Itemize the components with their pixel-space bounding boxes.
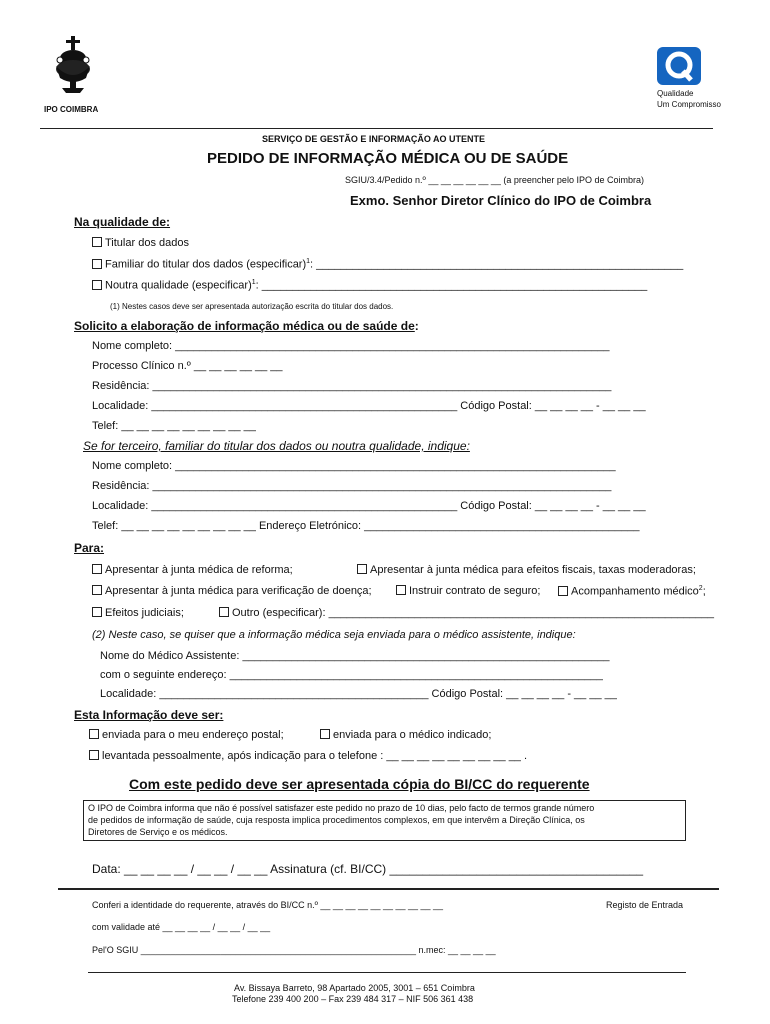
notice-text-line: de pedidos de informação de saúde, cuja resposta implica procedimentos complexos, em que intervêm a Direção Clínica, os	[88, 815, 585, 825]
office-divider	[58, 888, 719, 890]
solicito-telef-field[interactable]: Telef: __ __ __ __ __ __ __ __ __	[92, 420, 256, 432]
checkbox[interactable]	[92, 564, 102, 574]
solicito-residencia-field[interactable]: Residência: ___________________________________________________________________________	[92, 380, 612, 392]
signature-line[interactable]: Data: __ __ __ __ / __ __ / __ __ Assinatura (cf. BI/CC) ______________________________________	[92, 862, 644, 876]
para-option-acompanhamento[interactable]: Acompanhamento médico$^2$;	[558, 585, 706, 598]
checkbox[interactable]	[396, 585, 406, 595]
checkbox[interactable]	[219, 607, 229, 617]
envio-heading: Esta Informação deve ser:	[74, 708, 224, 722]
header-divider	[40, 128, 713, 129]
qualidade-option-familiar[interactable]: Familiar do titular dos dados (especificar)$^1$: ____________________________________________________________	[92, 258, 683, 271]
checkbox[interactable]	[92, 280, 102, 290]
terceiro-nome-field[interactable]: Nome completo: ________________________________________________________________________	[92, 460, 616, 472]
envio-option-medico[interactable]: enviada para o médico indicado;	[320, 729, 491, 741]
terceiro-localidade-field[interactable]: Localidade: __________________________________________________ Código Postal: __ __ __ __ - __ __ __	[92, 500, 646, 512]
solicito-heading: Solicito a elaboração de informação médica ou de saúde de:	[74, 319, 419, 333]
quality-line1: Qualidade	[657, 89, 694, 98]
medico-localidade-field[interactable]: Localidade: ____________________________________________ Código Postal: __ __ __ __ - __ __ __	[100, 688, 617, 700]
page-title: PEDIDO DE INFORMAÇÃO MÉDICA OU DE SAÚDE	[207, 150, 569, 167]
notice-box	[83, 800, 686, 841]
quality-q-icon	[657, 47, 701, 85]
para-option-outro[interactable]: Outro (especificar): _______________________________________________________________	[219, 607, 714, 619]
qualidade-option-titular[interactable]: Titular dos dados	[92, 237, 189, 249]
checkbox[interactable]	[92, 259, 102, 269]
ipo-crest-icon	[50, 36, 96, 94]
checkbox[interactable]	[320, 729, 330, 739]
solicito-nome-field[interactable]: Nome completo: _______________________________________________________________________	[92, 340, 610, 352]
office-sgiu: Pel'O SGIU _______________________________________________________ n.mec: __ __ __ __	[92, 945, 496, 955]
footer-address: Av. Bissaya Barreto, 98 Apartado 2005, 3001 – 651 Coimbra	[234, 983, 475, 993]
solicito-processo-field[interactable]: Processo Clínico n.º __ __ __ __ __ __	[92, 360, 283, 372]
quality-line2: Um Compromisso	[657, 100, 722, 109]
para-heading: Para:	[74, 541, 105, 555]
qualidade-heading: Na qualidade de:	[74, 215, 171, 229]
para-note: (2) Neste caso, se quiser que a informação médica seja enviada para o médico assistente, indique:	[92, 629, 576, 641]
office-validade: com validade até __ __ __ __ / __ __ / __ __	[92, 922, 271, 932]
para-option-reforma[interactable]: Apresentar à junta médica de reforma;	[92, 564, 293, 576]
notice-heading: Com este pedido deve ser apresentada cópia do BI/CC do requerente	[129, 776, 590, 792]
terceiro-telef-field[interactable]: Telef: __ __ __ __ __ __ __ __ __ Endereço Eletrónico: _____________________________________________	[92, 520, 640, 532]
checkbox[interactable]	[92, 585, 102, 595]
checkbox[interactable]	[92, 237, 102, 247]
qualidade-option-outra[interactable]: Noutra qualidade (especificar)$^1$: _______________________________________________________________	[92, 279, 647, 292]
medico-endereco-field[interactable]: com o seguinte endereço: _____________________________________________________________	[100, 669, 603, 681]
checkbox[interactable]	[89, 729, 99, 739]
para-option-doenca[interactable]: Apresentar à junta médica para verificação de doença;	[92, 585, 372, 597]
envio-option-postal[interactable]: enviada para o meu endereço postal;	[89, 729, 284, 741]
footer-divider	[88, 972, 686, 973]
checkbox[interactable]	[89, 750, 99, 760]
checkbox[interactable]	[92, 607, 102, 617]
footer-contacts: Telefone 239 400 200 – Fax 239 484 317 – NIF 506 361 438	[232, 994, 474, 1004]
institution-name: IPO COIMBRA	[44, 105, 99, 114]
checkbox[interactable]	[558, 586, 568, 596]
office-registo: Registo de Entrada	[606, 900, 684, 910]
addressee: Exmo. Senhor Diretor Clínico do IPO de Coimbra	[350, 193, 652, 208]
para-option-judiciais[interactable]: Efeitos judiciais;	[92, 607, 184, 619]
service-title: SERVIÇO DE GESTÃO E INFORMAÇÃO AO UTENTE	[262, 134, 486, 144]
office-conferi: Conferi a identidade do requerente, através do BI/CC n.º __ __ __ __ __ __ __ __ __ __	[92, 900, 444, 910]
medico-nome-field[interactable]: Nome do Médico Assistente: ____________________________________________________________	[100, 650, 610, 662]
terceiro-residencia-field[interactable]: Residência: ___________________________________________________________________________	[92, 480, 612, 492]
qualidade-note: (1) Nestes casos deve ser apresentada autorização escrita do titular dos dados.	[110, 302, 394, 311]
checkbox[interactable]	[357, 564, 367, 574]
notice-text-line: O IPO de Coimbra informa que não é possível satisfazer este pedido no prazo de 10 dias, pelo facto de termos grande número	[88, 803, 595, 813]
reference-line: SGIU/3.4/Pedido n.º __ __ __ __ __ __ (a preencher pelo IPO de Coimbra)	[345, 175, 644, 185]
notice-text-line: Diretores de Serviço e os médicos.	[88, 827, 228, 837]
solicito-localidade-field[interactable]: Localidade: __________________________________________________ Código Postal: __ __ __ __ - __ __ __	[92, 400, 646, 412]
envio-option-levantada[interactable]: levantada pessoalmente, após indicação para o telefone : __ __ __ __ __ __ __ __ __ .	[89, 750, 527, 762]
para-option-fiscais[interactable]: Apresentar à junta médica para efeitos fiscais, taxas moderadoras;	[357, 564, 696, 576]
terceiro-heading: Se for terceiro, familiar do titular dos dados ou noutra qualidade, indique:	[83, 439, 470, 453]
para-option-seguro[interactable]: Instruir contrato de seguro;	[396, 585, 540, 597]
